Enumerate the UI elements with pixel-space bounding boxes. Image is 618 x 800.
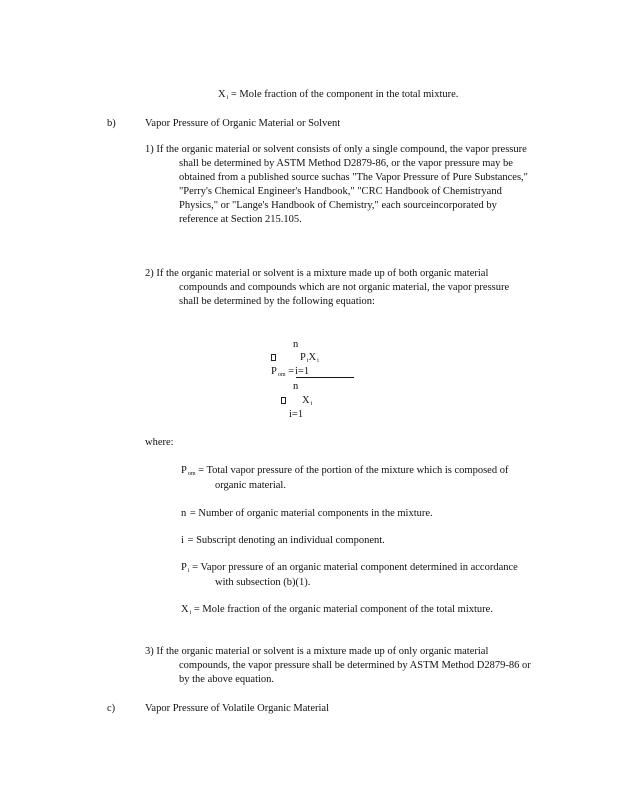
top-mole-fraction-definition <box>218 88 458 103</box>
equation-denominator: Xi <box>302 395 313 407</box>
equation-numerator: PiXi <box>300 352 319 364</box>
sum-upper-limit: n <box>293 339 299 350</box>
fraction-bar <box>296 377 354 378</box>
equation-lhs: Pom = <box>271 366 295 378</box>
denominator-lower-limit: i=1 <box>289 409 304 420</box>
summation-glyph-icon <box>271 354 276 361</box>
item-3-paragraph: 3) If the organic material or solvent is a mixture made up of only organic material compounds, the vapor pressure shall be determined by ASTM Method D2879-86 or by the above equation. <box>145 646 531 685</box>
section-b-title: Vapor Pressure of Organic Material or Solvent <box>145 118 341 129</box>
definition-item: n = Number of organic material components in the mixture. <box>181 508 433 519</box>
item-2-paragraph: 2) If the organic material or solvent is a mixture made up of both organic material compounds and compounds which are not organic material, the vapor pressure shall be determined by the following equation: <box>145 268 510 307</box>
denominator-upper-limit: n <box>293 381 299 392</box>
definition-item: Pom = Total vapor pressure of the portion of the mixture which is composed of organic material. <box>181 465 509 491</box>
sum-lower-limit: i=1 <box>295 366 310 377</box>
item-1-paragraph: 1) If the organic material or solvent consists of only a single compound, the vapor pressure shall be determined by ASTM Method D2879-86, or the vapor pressure may be obtained from a published source suchas "The Vapor Pressure of Pure Substances," "Perry's Chemical Engineer's Handbook," "CRC Handbook of Chemistryand Physics," or "Lange's Handbook of Chemistry," each sourceincorporated by reference at Section 215.105. <box>145 144 528 225</box>
symbol: X <box>218 89 226 100</box>
summation-glyph-icon <box>281 397 286 404</box>
where-label: where: <box>145 437 174 448</box>
subscript: i <box>226 95 229 101</box>
section-b-label: b) <box>107 118 116 129</box>
definition-text: = Mole fraction of the component in the total mixture. <box>230 89 459 100</box>
section-c-title: Vapor Pressure of Volatile Organic Material <box>145 703 329 714</box>
definition-item: i = Subscript denoting an individual component. <box>181 535 385 546</box>
definition-item: Xi = Mole fraction of the organic material component of the total mixture. <box>181 604 493 616</box>
section-c-label: c) <box>107 703 116 714</box>
definition-item: Pi = Vapor pressure of an organic material component determined in accordance with subsection (b)(1). <box>181 562 518 588</box>
